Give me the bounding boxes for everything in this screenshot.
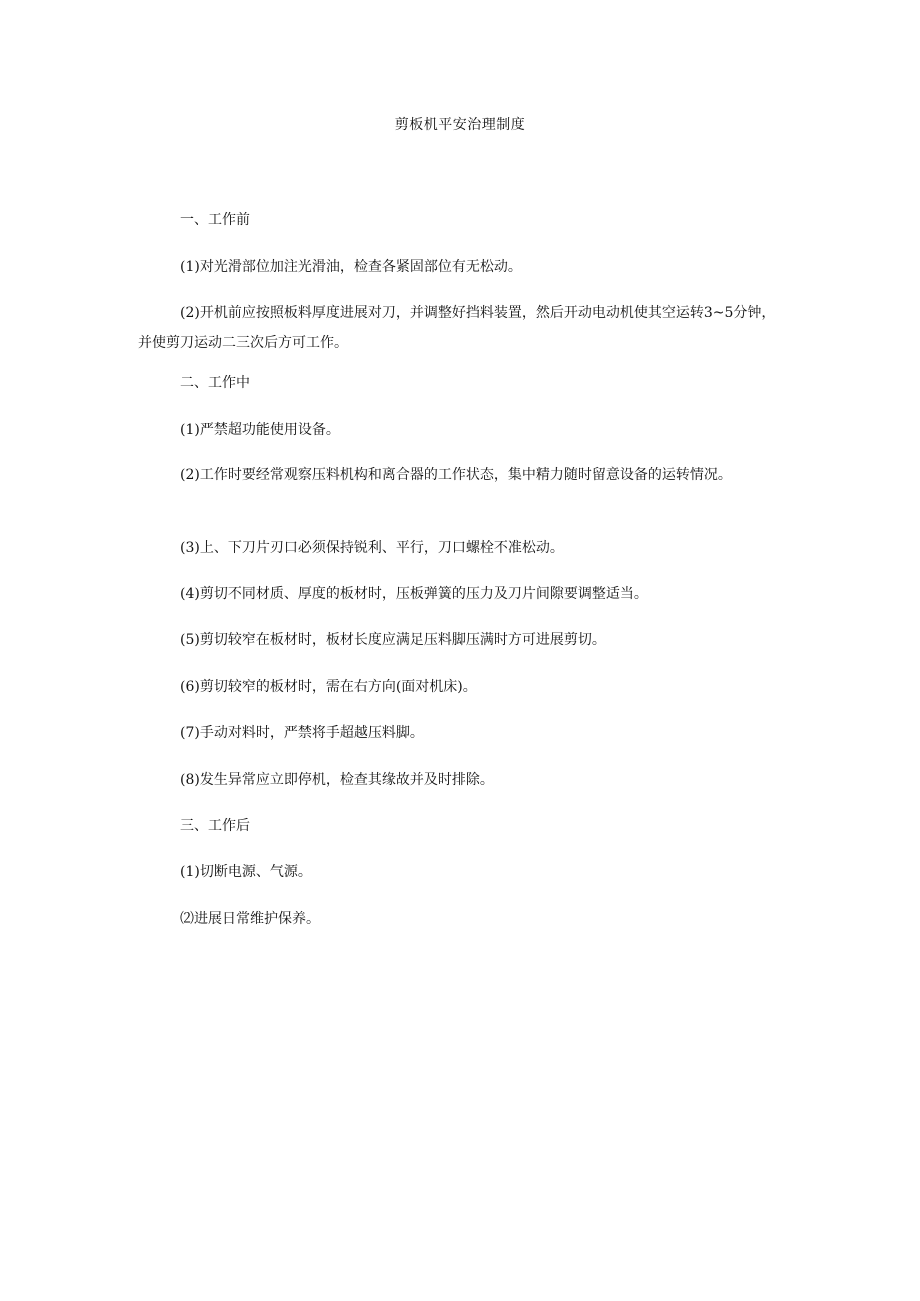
during-work-item-2: (2)工作时要经常观察压料机构和离合器的工作状态，集中精力随时留意设备的运转情况。 bbox=[180, 467, 732, 483]
section-heading-before-work: 一、工作前 bbox=[180, 212, 250, 228]
section-heading-after-work: 三、工作后 bbox=[180, 818, 250, 834]
during-work-item-6: (6)剪切较窄的板材时，需在右方向(面对机床)。 bbox=[180, 679, 477, 695]
during-work-item-5: (5)剪切较窄在板材时，板材长度应满足压料脚压满时方可进展剪切。 bbox=[180, 632, 606, 648]
during-work-item-8: (8)发生异常应立即停机，检查其缘故并及时排除。 bbox=[180, 772, 494, 788]
during-work-item-7: (7)手动对料时，严禁将手超越压料脚。 bbox=[180, 725, 424, 741]
during-work-item-1: (1)严禁超功能使用设备。 bbox=[180, 422, 340, 438]
after-work-item-1: (1)切断电源、气源。 bbox=[180, 864, 312, 880]
during-work-item-3: (3)上、下刀片刃口必须保持锐利、平行，刀口螺栓不准松动。 bbox=[180, 540, 564, 556]
during-work-item-4: (4)剪切不同材质、厚度的板材时，压板弹簧的压力及刀片间隙要调整适当。 bbox=[180, 586, 648, 602]
after-work-item-2: ⑵进展日常维护保养。 bbox=[180, 911, 320, 927]
section-heading-during-work: 二、工作中 bbox=[180, 375, 250, 391]
before-work-item-2: (2)开机前应按照板料厚度进展对刀，并调整好挡料装置，然后开动电动机使其空运转3~5分钟，并使剪刀运动二三次后方可工作。 bbox=[138, 305, 776, 351]
before-work-item-1: (1)对光滑部位加注光滑油，检查各紧固部位有无松动。 bbox=[180, 259, 522, 275]
document-title: 剪板机平安治理制度 bbox=[394, 117, 526, 133]
